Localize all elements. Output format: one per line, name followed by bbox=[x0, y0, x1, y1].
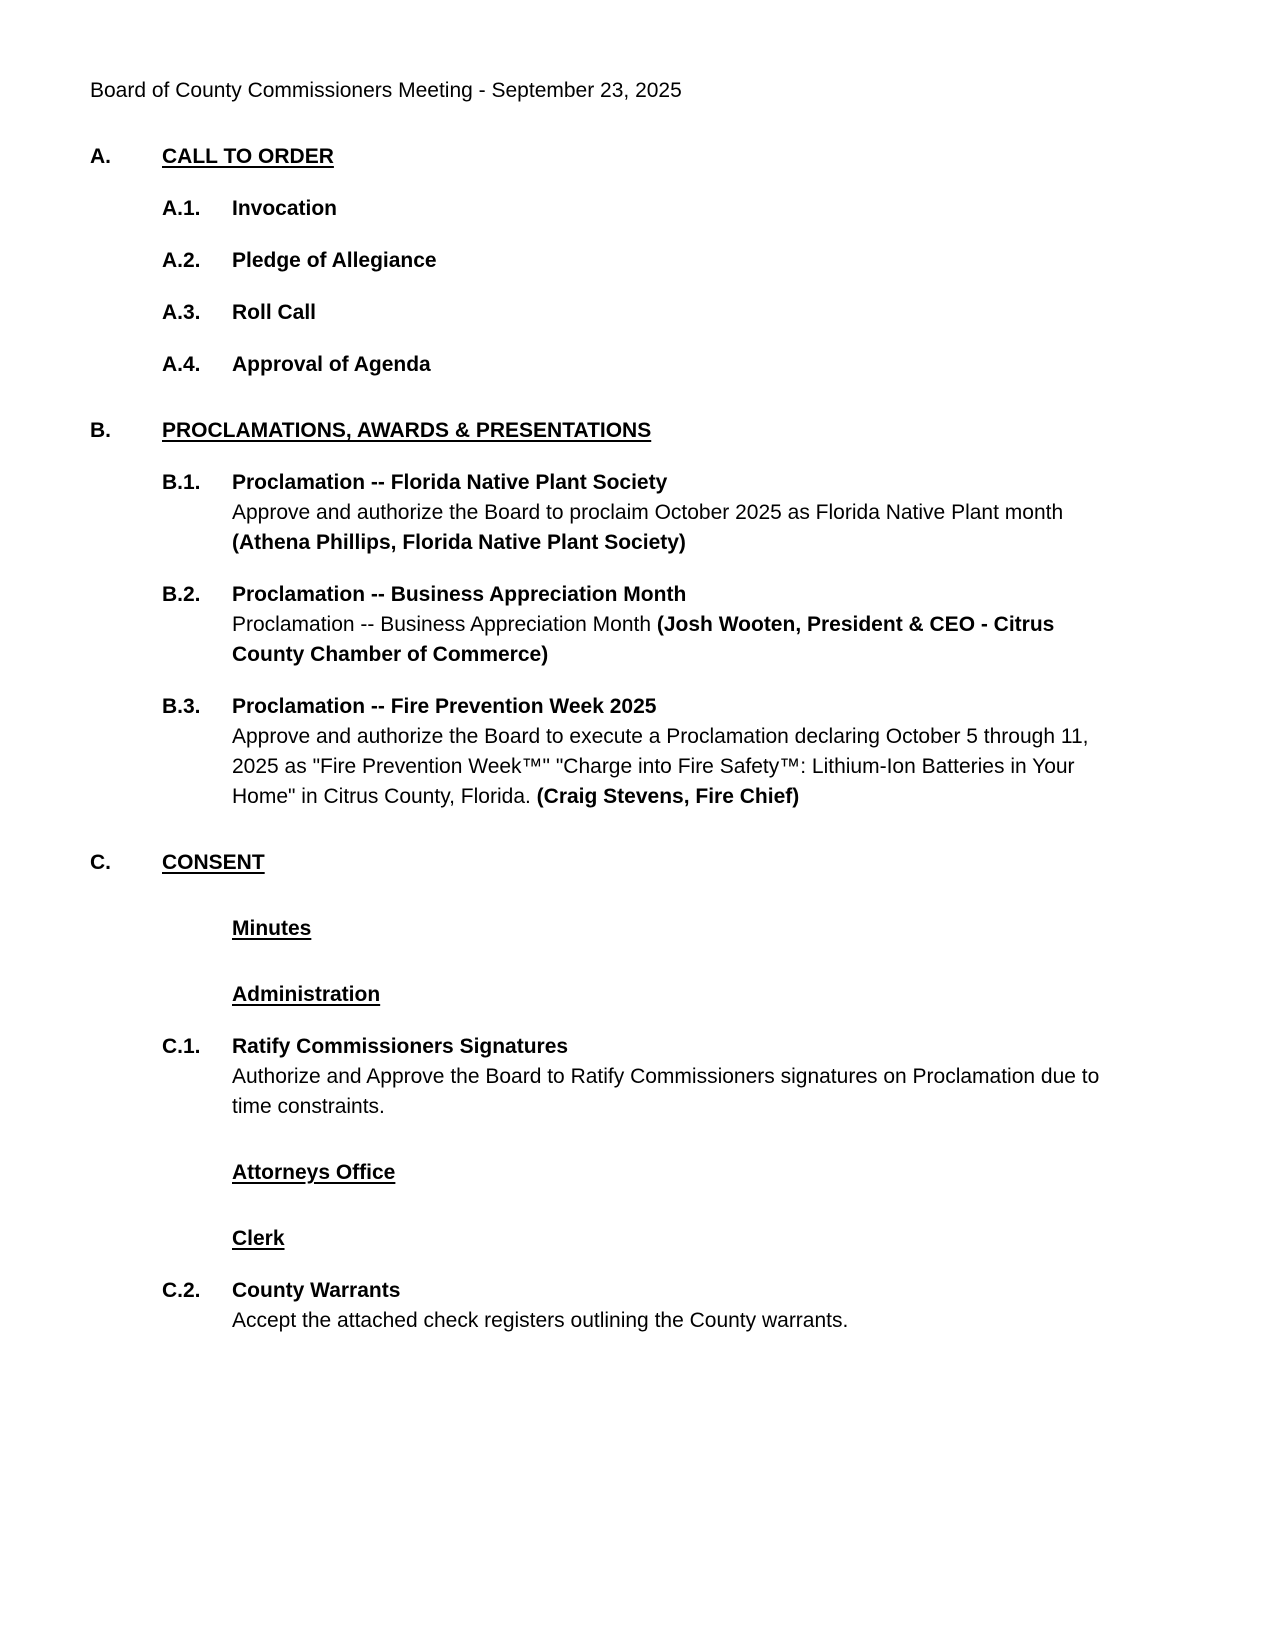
item-description bbox=[232, 610, 1115, 670]
item-title: Proclamation -- Fire Prevention Week 2025 bbox=[232, 695, 657, 718]
agenda-item bbox=[162, 580, 1115, 670]
body-segment: (Craig Stevens, Fire Chief) bbox=[536, 785, 800, 808]
item-title: Invocation bbox=[232, 197, 338, 220]
agenda-item bbox=[162, 350, 1115, 380]
consent-subheader bbox=[232, 1224, 1115, 1254]
item-content bbox=[232, 1276, 1115, 1336]
body-segment: Proclamation -- Business Appreciation Month bbox=[232, 613, 657, 636]
subheader-label: Administration bbox=[232, 983, 381, 1006]
item-description bbox=[232, 498, 1115, 558]
section-title: PROCLAMATIONS, AWARDS & PRESENTATIONS bbox=[162, 419, 652, 442]
agenda-item bbox=[162, 194, 1115, 224]
item-number: A.4. bbox=[162, 353, 201, 376]
body-segment: (Athena Phillips, Florida Native Plant Society) bbox=[232, 531, 686, 554]
item-title: County Warrants bbox=[232, 1279, 401, 1302]
body-segment: (Josh Wooten, President & CEO - Citrus County Chamber of Commerce) bbox=[232, 613, 1055, 666]
item-number: C.1. bbox=[162, 1035, 201, 1058]
section-header bbox=[90, 142, 1115, 172]
section-a bbox=[90, 142, 1115, 380]
subheader-label: Attorneys Office bbox=[232, 1161, 396, 1184]
section-title: CONSENT bbox=[162, 851, 265, 874]
item-content bbox=[232, 194, 1115, 224]
item-title: Roll Call bbox=[232, 301, 317, 324]
item-content bbox=[232, 468, 1115, 558]
item-content bbox=[232, 246, 1115, 276]
item-title: Proclamation -- Florida Native Plant Society bbox=[232, 471, 668, 494]
item-number: A.1. bbox=[162, 197, 201, 220]
item-number: B.3. bbox=[162, 695, 201, 718]
item-content bbox=[232, 298, 1115, 328]
body-segment: Authorize and Approve the Board to Ratify Commissioners signatures on Proclamation due to time constraints. bbox=[232, 1065, 1100, 1118]
section-letter: C. bbox=[90, 851, 111, 874]
item-description bbox=[232, 1062, 1115, 1122]
agenda-item bbox=[162, 468, 1115, 558]
agenda-item bbox=[162, 298, 1115, 328]
item-content bbox=[232, 580, 1115, 670]
agenda-item bbox=[162, 246, 1115, 276]
consent-subheader bbox=[232, 914, 1115, 944]
item-description bbox=[232, 722, 1115, 812]
section-b bbox=[90, 416, 1115, 812]
subheader-label: Minutes bbox=[232, 917, 312, 940]
agenda-body bbox=[90, 142, 1115, 1336]
subheader-label: Clerk bbox=[232, 1227, 285, 1250]
item-title: Proclamation -- Business Appreciation Month bbox=[232, 583, 687, 606]
agenda-item bbox=[162, 1276, 1115, 1336]
item-content bbox=[232, 1032, 1115, 1122]
section-title: CALL TO ORDER bbox=[162, 145, 334, 168]
item-number: A.2. bbox=[162, 249, 201, 272]
section-c bbox=[90, 848, 1115, 1336]
item-number: B.1. bbox=[162, 471, 201, 494]
item-number: B.2. bbox=[162, 583, 201, 606]
body-segment: Accept the attached check registers outlining the County warrants. bbox=[232, 1309, 849, 1332]
item-number: C.2. bbox=[162, 1279, 201, 1302]
section-header bbox=[90, 848, 1115, 878]
consent-subheader bbox=[232, 980, 1115, 1010]
item-content bbox=[232, 692, 1115, 812]
consent-subheader bbox=[232, 1158, 1115, 1188]
item-content bbox=[232, 350, 1115, 380]
item-title: Approval of Agenda bbox=[232, 353, 431, 376]
item-title: Ratify Commissioners Signatures bbox=[232, 1035, 569, 1058]
section-letter: B. bbox=[90, 419, 111, 442]
document-title: Board of County Commissioners Meeting - September 23, 2025 bbox=[90, 79, 682, 102]
agenda-item bbox=[162, 692, 1115, 812]
item-number: A.3. bbox=[162, 301, 201, 324]
body-segment: Approve and authorize the Board to execute a Proclamation declaring October 5 through 11, 2025 as "Fire Prevention Week™" "Charge into Fire Safety™: Lithium-Ion Batteries in Your Home" in Citrus County, Florida. bbox=[232, 725, 1089, 808]
section-letter: A. bbox=[90, 145, 111, 168]
item-title: Pledge of Allegiance bbox=[232, 249, 437, 272]
item-description bbox=[232, 1306, 1115, 1336]
agenda-item bbox=[162, 1032, 1115, 1122]
section-header bbox=[90, 416, 1115, 446]
body-segment: Approve and authorize the Board to proclaim October 2025 as Florida Native Plant month bbox=[232, 501, 1064, 524]
